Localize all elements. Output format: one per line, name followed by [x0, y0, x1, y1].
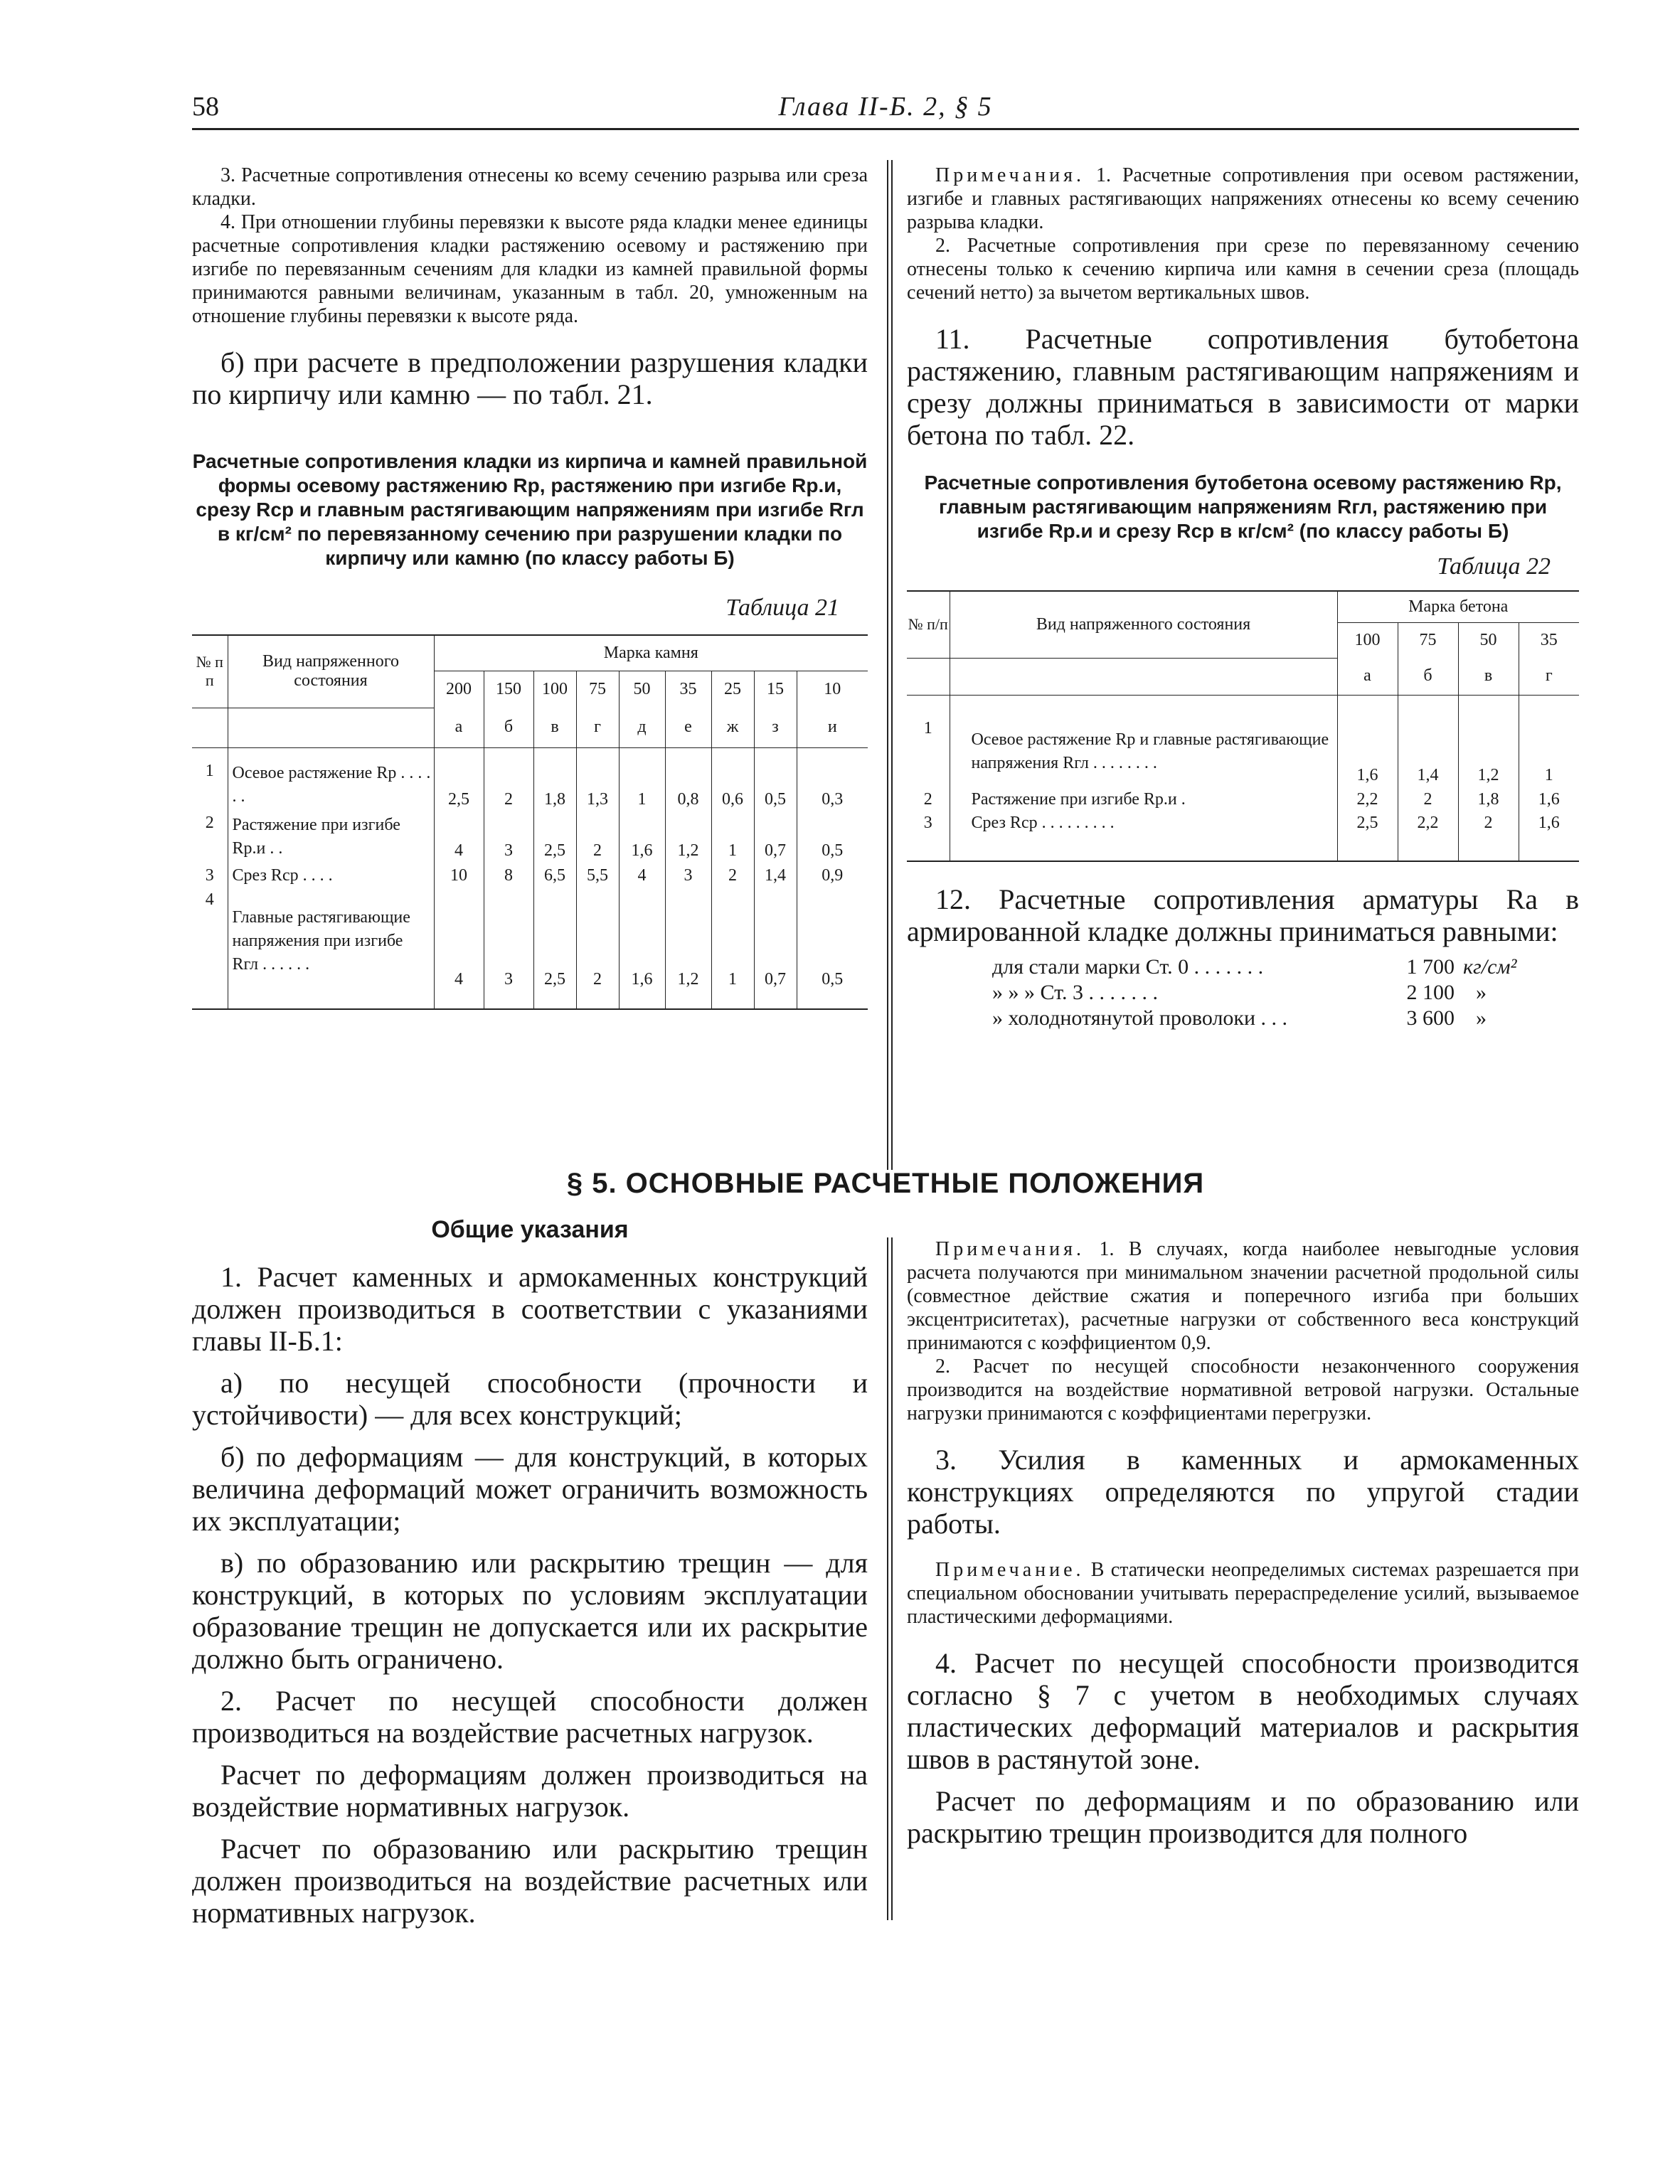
right-top-column	[907, 164, 1579, 1031]
column-divider-bottom-2	[891, 1237, 893, 1920]
column-divider-bottom	[887, 1237, 888, 1920]
note-text: В статически неопределимых системах разрешается при специальном обосновании учитывать перераспределение усилий, вызываемое пластическими деформациями.	[907, 1559, 1580, 1628]
mark-25: 25	[711, 671, 754, 708]
letter-e: е	[665, 708, 711, 747]
note-1: 1. Расчетные сопротивления при осевом растяжении, изгибе и главных растягивающих напряжениях отнесены ко всему сечению разрыва кладки.	[907, 164, 1580, 233]
mark-150: 150	[484, 671, 533, 708]
paragraph-1v: в) по образованию или раскрытию трещин — для конструкций, в которых по условиям эксплуатации образование трещин не допускается или их раскрытие должно быть ограничено.	[192, 1547, 868, 1675]
column-divider-top-2	[891, 160, 893, 1170]
table21-caption: Расчетные сопротивления кладки из кирпича и камней правильной формы осевому растяжению Rр, растяжению при изгибе Rр.и, срезу Rср и главным растягивающим напряжениям при изгибе Rгл в кг/см² по перевязанному сечению при разрушении кладки по кирпичу или камню (по классу работы Б)	[192, 450, 868, 569]
table21-label: Таблица 21	[725, 595, 839, 621]
column-divider-top	[887, 160, 888, 1170]
paragraph-1: 1. Расчет каменных и армокаменных конструкций должен производиться в соответствии с указаниями главы II-Б.1:	[192, 1261, 868, 1357]
mark-100: 100	[533, 671, 576, 708]
letter-b: б	[1398, 658, 1458, 695]
running-header	[192, 91, 1579, 130]
list-item: для стали марки Ст. 0 . . . . . . . 1 700 кг/см²	[992, 955, 1517, 979]
table-22	[907, 590, 1579, 862]
letter-v: в	[1458, 658, 1519, 695]
table-row: 1 Осевое растяжение Rр и главные растягивающие напряжения Rгл . . . . . . . . 1,6 1,4 1,2 1	[907, 695, 1579, 787]
mark-50: 50	[1458, 622, 1519, 658]
table-row: 4 Главные растягивающие напряжения при изгибе Rгл . . . . . . 4 3 2,5 2 1,6 1,2 1 0,7 0,5	[192, 888, 868, 1009]
notes-heading: Примечания.	[935, 164, 1085, 186]
mark-35: 35	[1540, 630, 1558, 649]
paragraph-12: 12. Расчетные сопротивления арматуры Rа в армированной кладке должны приниматься равными:	[907, 883, 1579, 947]
col-head-number: № п/п	[907, 591, 950, 658]
mark-75: 75	[1398, 622, 1458, 658]
letter-i: и	[827, 718, 837, 737]
paragraph-2c: Расчет по образованию или раскрытию трещин должен производиться на воздействие расчетных или нормативных нагрузок.	[192, 1833, 868, 1929]
paragraph-11: 11. Расчетные сопротивления бутобетона растяжению, главным растягивающим напряжениям и срезу должны приниматься в зависимости от марки бетона по табл. 22.	[907, 323, 1579, 451]
table-row: 3 Срез Rср . . . . 10 8 6,5 5,5 4 3 2 1,4 0,9	[192, 863, 868, 888]
list-item: » холоднотянутой проволоки . . . 3 600 »	[992, 1006, 1487, 1030]
col-head-kind: Вид напряженного состояния	[950, 591, 1337, 658]
page-number: 58	[192, 92, 219, 122]
note-heading: Примечание.	[935, 1559, 1085, 1581]
col-head-mark-group: Марка бетона	[1337, 591, 1579, 622]
table22-label: Таблица 22	[1437, 553, 1551, 580]
list-item: » » » Ст. 3 . . . . . . . 2 100 »	[992, 981, 1487, 1004]
left-bottom-column	[192, 1216, 868, 1929]
letter-a: а	[434, 708, 484, 747]
left-top-column	[192, 164, 868, 1010]
letter-z: з	[754, 708, 797, 747]
subsection-title: Общие указания	[431, 1216, 629, 1243]
col-head-mark-group: Марка камня	[434, 635, 868, 671]
paragraph-1b: б) по деформациям — для конструкций, в которых величина деформаций может ограничить возможность их эксплуатации;	[192, 1441, 868, 1537]
table-row: 3 Срез Rср . . . . . . . . . 2,5 2,2 2 1,6	[907, 811, 1579, 861]
section-title: § 5. ОСНОВНЫЕ РАСЧЕТНЫЕ ПОЛОЖЕНИЯ	[566, 1168, 1205, 1199]
letter-b: б	[484, 708, 533, 747]
paragraph-4: 4. Расчет по несущей способности производится согласно § 7 с учетом в необходимых случаях пластических деформаций материалов и раскрытия швов в растянутой зоне.	[907, 1647, 1579, 1775]
mark-10: 10	[824, 679, 841, 698]
note-1: 1. В случаях, когда наиболее невыгодные условия расчета получаются при минимальном значении расчетной продольной силы (совместное действие сжатия и поперечного изгиба при больших эксцентриситетах), расчетные нагрузки от собственного веса конструкций принимаются с коэффициентом 0,9.	[907, 1238, 1579, 1354]
table-row: 1 Осевое растяжение Rр . . . . . . 2,5 2 1,8 1,3 1 0,8 0,6 0,5 0,3	[192, 747, 868, 811]
letter-g: г	[1545, 666, 1553, 686]
paragraph-2: 2. Расчет по несущей способности должен производиться на воздействие расчетных нагрузок.	[192, 1685, 868, 1749]
mark-200: 200	[434, 671, 484, 708]
steel-list	[907, 954, 1579, 1031]
mark-50: 50	[619, 671, 665, 708]
paragraph-3: 3. Усилия в каменных и армокаменных конструкциях определяются по упругой стадии работы.	[907, 1444, 1579, 1540]
mark-15: 15	[754, 671, 797, 708]
note-2: 2. Расчетные сопротивления при срезе по перевязанному сечению отнесены только к сечению кирпича или камня в сечении среза (площадь сечений нетто) за вычетом вертикальных швов.	[907, 235, 1579, 304]
paragraph-4b: Расчет по деформациям и по образованию или раскрытию трещин производится для полного	[907, 1785, 1579, 1849]
col-head-number: № п п	[192, 635, 228, 708]
notes-heading: Примечания.	[935, 1238, 1085, 1260]
col-head-kind: Вид напряженного состояния	[228, 635, 434, 708]
right-bottom-column	[907, 1237, 1579, 1849]
table-row: 2 Растяжение при изгибе Rр.и . 2,2 2 1,8 1,6	[907, 787, 1579, 811]
letter-v: в	[533, 708, 576, 747]
table-21	[192, 634, 868, 1010]
paragraph-2b: Расчет по деформациям должен производиться на воздействие нормативных нагрузок.	[192, 1759, 868, 1823]
note-4: 4. При отношении глубины перевязки к высоте ряда кладки менее единицы расчетные сопротивления кладки растяжению осевому и растяжению при изгибе по перевязанным сечениям для кладки из камней правильной формы принимаются равными величинам, указанным в табл. 20, умноженным на отношение глубины перевязки к высоте ряда.	[192, 211, 868, 327]
letter-a: а	[1337, 658, 1398, 695]
letter-zh: ж	[711, 708, 754, 747]
mark-35: 35	[665, 671, 711, 708]
note-2: 2. Расчет по несущей способности незаконченного сооружения производится на воздействие нормативной ветровой нагрузки. Остальные нагрузки принимаются с коэффициентами перегрузки.	[907, 1355, 1579, 1424]
letter-d: д	[619, 708, 665, 747]
table-row: 2 Растяжение при изгибе Rр.и . . 4 3 2,5 2 1,6 1,2 1 0,7 0,5	[192, 811, 868, 863]
paragraph-1a: а) по несущей способности (прочности и устойчивости) — для всех конструкций;	[192, 1367, 868, 1431]
mark-100: 100	[1337, 622, 1398, 658]
table22-caption: Расчетные сопротивления бутобетона осевому растяжению Rр, главным растягивающим напряжениям Rгл, растяжению при изгибе Rр.и и срезу Rср в кг/см² (по классу работы Б)	[924, 472, 1562, 542]
chapter-heading: Глава II-Б. 2, § 5	[778, 92, 993, 122]
letter-g: г	[576, 708, 619, 747]
paragraph-b: б) при расчете в предположении разрушения кладки по кирпичу или камню — по табл. 21.	[192, 346, 868, 410]
mark-75: 75	[576, 671, 619, 708]
note-3: 3. Расчетные сопротивления отнесены ко всему сечению разрыва или среза кладки.	[192, 164, 868, 210]
